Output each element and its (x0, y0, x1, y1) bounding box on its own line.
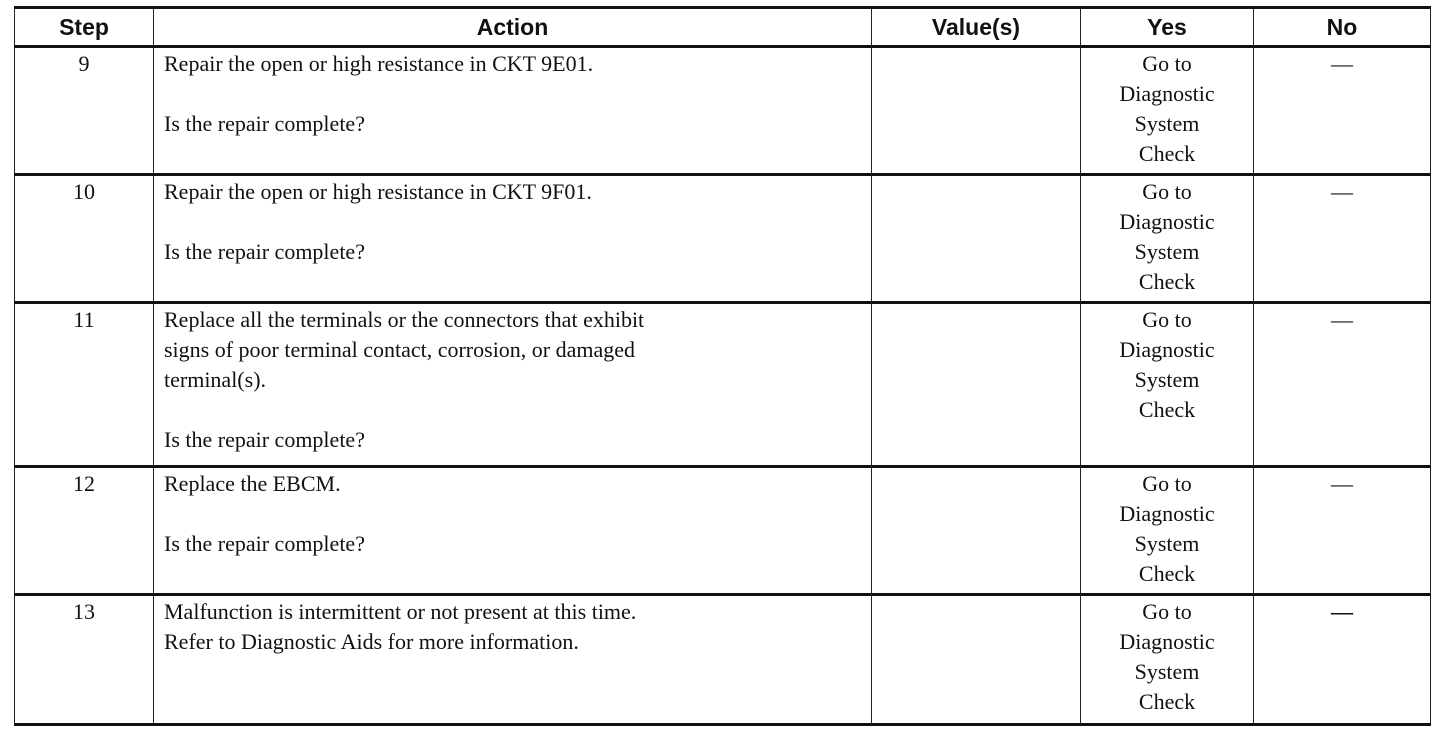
step-cell: 9 (15, 47, 154, 175)
yes-line: Check (1138, 269, 1196, 294)
yes-line: Go to (1142, 179, 1192, 204)
step-cell: 13 (15, 595, 154, 725)
table-header (15, 8, 1431, 47)
yes-cell (1081, 467, 1254, 595)
yes-line: Diagnostic (1119, 629, 1215, 654)
no-cell (1254, 303, 1431, 467)
action-cell: Repair the open or high resistance in CKT 9F01. Is the repair complete? (154, 175, 872, 303)
yes-cell (1081, 47, 1254, 175)
no-dash: — (1331, 471, 1353, 496)
yes-line: Diagnostic (1119, 501, 1215, 526)
step-cell: 11 (15, 303, 154, 467)
table-row (15, 595, 1431, 725)
table-row (15, 303, 1431, 467)
no-dash: — (1331, 179, 1353, 204)
header-values: Value(s) (872, 8, 1081, 47)
yes-line: Go to (1142, 471, 1192, 496)
table-body (15, 47, 1431, 725)
header-yes: Yes (1081, 8, 1254, 47)
step-cell: 12 (15, 467, 154, 595)
yes-line: Check (1138, 397, 1196, 422)
yes-line: Go to (1142, 599, 1192, 624)
yes-line: Diagnostic (1119, 209, 1215, 234)
yes-line: Diagnostic (1119, 337, 1215, 362)
header-row (15, 8, 1431, 47)
no-cell (1254, 175, 1431, 303)
yes-line: System (1134, 659, 1200, 684)
values-cell (872, 303, 1081, 467)
no-dash: — (1331, 51, 1353, 76)
yes-line: Go to (1142, 307, 1192, 332)
yes-cell (1081, 303, 1254, 467)
yes-line: System (1134, 367, 1200, 392)
action-cell: Replace the EBCM. Is the repair complete? (154, 467, 872, 595)
header-no: No (1254, 8, 1431, 47)
values-cell (872, 175, 1081, 303)
yes-line: Check (1138, 689, 1196, 714)
yes-line: System (1134, 239, 1200, 264)
yes-line: Check (1138, 561, 1196, 586)
header-step: Step (15, 8, 154, 47)
yes-cell (1081, 595, 1254, 725)
no-cell (1254, 595, 1431, 725)
no-dash: — (1331, 307, 1353, 332)
diagnostic-table (14, 6, 1431, 726)
action-cell: Repair the open or high resistance in CKT 9E01. Is the repair complete? (154, 47, 872, 175)
action-cell: Malfunction is intermittent or not present at this time. Refer to Diagnostic Aids for more information. (154, 595, 872, 725)
yes-line: Go to (1142, 51, 1192, 76)
header-action: Action (154, 8, 872, 47)
no-cell (1254, 47, 1431, 175)
yes-line: Check (1138, 141, 1196, 166)
table-row (15, 175, 1431, 303)
no-dash: — (1331, 599, 1353, 624)
yes-cell (1081, 175, 1254, 303)
table-row (15, 467, 1431, 595)
yes-line: System (1134, 111, 1200, 136)
action-cell: Replace all the terminals or the connectors that exhibit signs of poor terminal contact, corrosion, or damaged terminal(s). Is the repair complete? (154, 303, 872, 467)
yes-line: Diagnostic (1119, 81, 1215, 106)
values-cell (872, 467, 1081, 595)
step-cell: 10 (15, 175, 154, 303)
values-cell (872, 595, 1081, 725)
table-row (15, 47, 1431, 175)
no-cell (1254, 467, 1431, 595)
yes-line: System (1134, 531, 1200, 556)
values-cell (872, 47, 1081, 175)
